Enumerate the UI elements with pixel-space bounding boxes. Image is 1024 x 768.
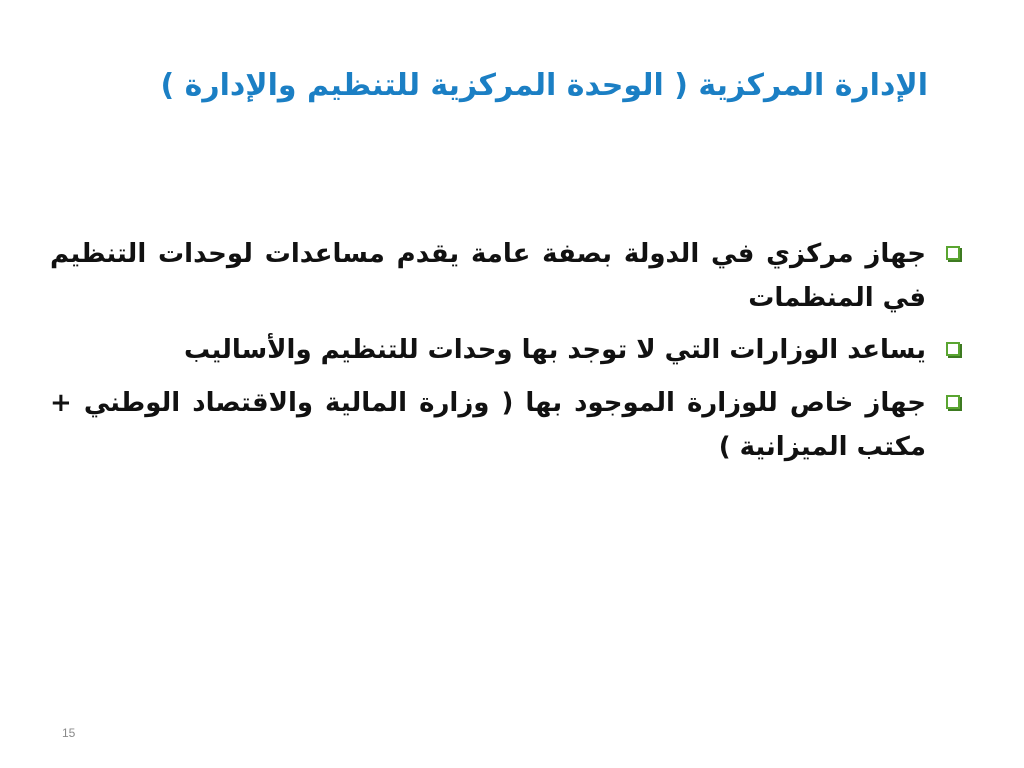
list-item <box>50 328 960 372</box>
bullet-list <box>50 232 960 477</box>
checkbox-bullet-icon <box>946 246 960 260</box>
slide-title: الإدارة المركزية ( الوحدة المركزية للتنظيم والإدارة ) <box>160 68 928 103</box>
checkbox-bullet-icon <box>946 395 960 409</box>
checkbox-bullet-icon <box>946 342 960 356</box>
page-number: 15 <box>62 726 76 740</box>
bullet-text: جهاز مركزي في الدولة بصفة عامة يقدم مساعدات لوحدات التنظيم في المنظمات <box>50 239 926 314</box>
bullet-text: جهاز خاص للوزارة الموجود بها ( وزارة المالية والاقتصاد الوطني + مكتب الميزانية ) <box>50 387 926 462</box>
list-item <box>50 232 960 320</box>
list-item <box>50 381 960 469</box>
bullet-text: يساعد الوزارات التي لا توجد بها وحدات للتنظيم والأساليب <box>183 335 926 366</box>
